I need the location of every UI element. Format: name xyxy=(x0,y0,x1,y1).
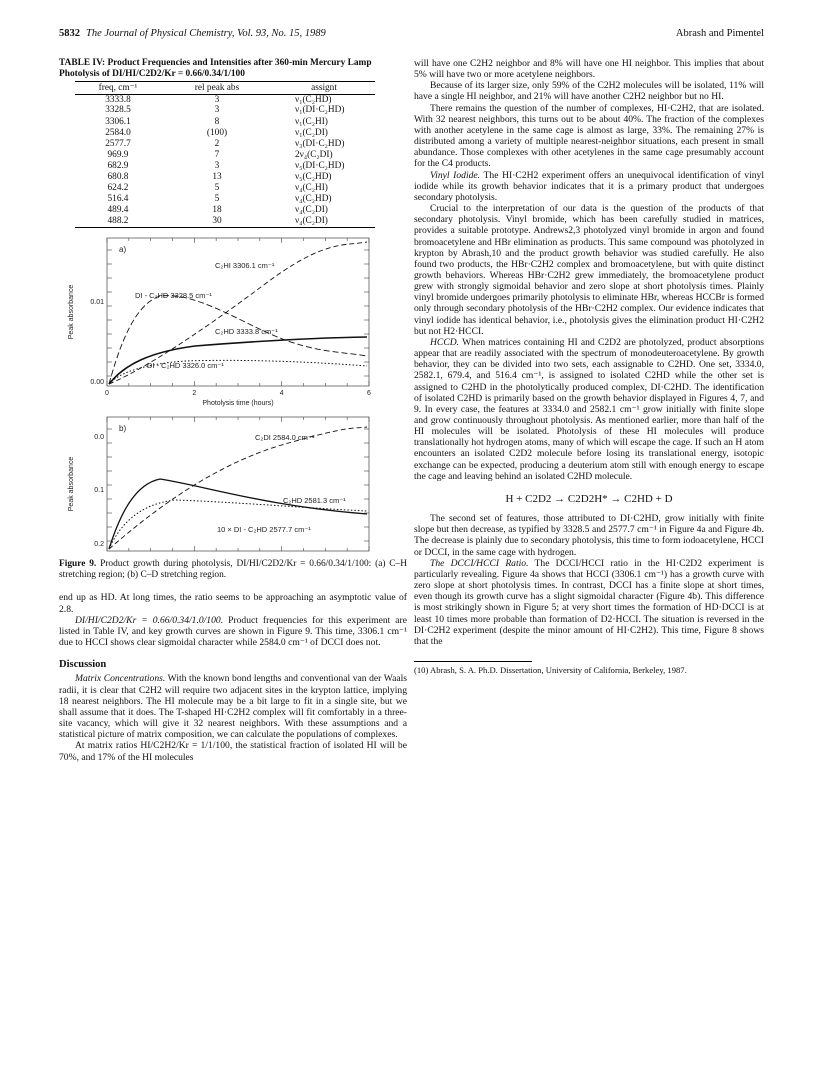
x-tick-label: 2 xyxy=(192,389,197,397)
paragraph: At matrix ratios HI/C2H2/Kr = 1/1/100, the statistical fraction of isolated HI will be 70%, and 17% of the HI molecules xyxy=(59,740,407,763)
table-cell: ν₄(C₂DI) xyxy=(273,216,375,227)
y-tick-label: 0.0 xyxy=(94,433,104,441)
table-cell: 2ν₄(C₂DI) xyxy=(295,149,333,160)
table-cell: 18 xyxy=(212,205,222,216)
table-cell: 2584.0 xyxy=(105,127,131,138)
table-cell: 2 xyxy=(214,138,220,149)
table-row xyxy=(75,194,375,205)
table-row xyxy=(75,161,375,172)
paragraph: DI/HI/C2D2/Kr = 0.66/0.34/1.0/100. Product frequencies for this experiment are listed in Table IV, and key growth curves are shown in Figure 9. This time, 3306.1 cm⁻¹ due to HCCI shows clear sigmoidal character while 2584.0 cm⁻¹ of DCCI does not. xyxy=(59,614,407,649)
table-row xyxy=(75,138,375,149)
running-authors: Abrash and Pimentel xyxy=(675,28,764,39)
series-label: 10 × DI - C₂HD 2577.7 cm⁻¹ xyxy=(217,524,311,534)
paragraph: The second set of features, those attributed to DI·C2HD, grow initially with finite slope but then decrease, as typified by 3328.5 and 2577.7 cm⁻¹ in Figure 4a and Figure 4b. The decrease is plainly due to secondary photolysis, this time to form iodoacetylene, HCCI or DCCI, in the same cage with hydrogen. xyxy=(414,513,764,558)
table-cell: 516.4 xyxy=(107,194,129,205)
x-axis-label: Photolysis time (hours) xyxy=(202,399,274,407)
left-column xyxy=(59,58,407,763)
table-cell: 3 xyxy=(214,160,220,171)
table-cell: ν₁(C₂HD) xyxy=(295,94,332,105)
paragraph: end up as HD. At long times, the ratio seems to be approaching an asymptotic value of 2.8. xyxy=(59,592,407,615)
x-tick-label: 4 xyxy=(279,389,284,397)
paragraph: There remains the question of the number of complexes, HI·C2H2, that are isolated. With 32 nearest neighbors, this turns out to be about 40%. The fraction of the complexes with another acetylene in the same cage is almost as large, 33%. The remaining 27% is distributed among a variety of multiple nearest-neighbor situations, each present in small abundance. Those complexes with other acetylenes in the same cage presumably account for the C4 products. xyxy=(414,102,764,170)
y-axis-label: Peak absorbance xyxy=(68,456,75,511)
panel-label: b) xyxy=(119,423,127,433)
caption-text: Product growth during photolysis, DI/HI/C2D2/Kr = 0.66/0.34/1/100: (a) C–H stretching region; (b) C–D stretching region. xyxy=(59,558,408,580)
paragraph: The DCCI/HCCI Ratio. The DCCI/HCCI ratio in the HI·C2D2 experiment is particularly revealing. Figure 4a shows that HCCI (3306.1 cm⁻¹) has a growth curve with zero slope at short photolysis times. In contrast, DCCI has a finite slope at short times, even though its growth curve has a slight sigmoidal character (Figure 4b). This difference is most strikingly shown in Figure 5; at very short times the formation of HD·DCCI is at least 10 times more probable than formation of D2·HCCI. The situation is reversed in the DI·C2H2 experiment (despite the minor amount of HI·C2H2). This time, Figure 8 shows that the xyxy=(414,557,764,647)
page-number: 5832 xyxy=(59,28,80,39)
col-header: rel peak abs xyxy=(161,82,273,95)
table-cell: 2577.7 xyxy=(105,138,131,149)
panel-label: a) xyxy=(119,244,127,254)
table-cell: 3328.5 xyxy=(105,105,131,116)
table-row xyxy=(75,105,375,116)
table-cell: (100) xyxy=(206,127,228,138)
frequency-table xyxy=(75,81,375,228)
table-cell: ν₃(DI·C₂HD) xyxy=(295,138,345,149)
table-cell: 680.8 xyxy=(107,172,129,182)
paragraph-heading: The DCCI/HCCI Ratio. xyxy=(430,557,529,569)
table-cell: 3306.1 xyxy=(105,116,131,127)
series-line xyxy=(109,295,367,383)
series-label: DI - C₂HD 3328.5 cm⁻¹ xyxy=(135,290,212,300)
table-cell: 3 xyxy=(214,105,220,116)
running-header xyxy=(59,28,764,42)
table-cell: 3 xyxy=(214,94,220,105)
y-tick-label: 0.01 xyxy=(90,298,104,306)
paragraph: Crucial to the interpretation of our data is the question of the products of that secondary photolysis. Vinyl bromide, which has been carefully studied in matrices, provides a suitable prototype. Andrews2,3 photolyzed vinyl bromide in argon and found bromoacetylene and HBr elimination as products. This same compound was photolyzed in krypton by Abrash,10 and the product growth behavior was studied carefully. He also found two products, the HBr·C2H2 complex and bromoacetylene, but with quite distinct growth behaviors. Whereas HBr·C2H2 grew immediately, the bromoacetylene product grew with strongly sigmoidal behavior and zero slope at short photolysis times. Plainly vinyl bromide undergoes primarily photolysis to eliminate HBr, whereas HCCBr is formed only through secondary photolysis of the HBr·C2H2 complex. Our evidence indicates that vinyl iodide has identical behavior, i.e., photolysis gives the elimination product HI·C2H2 but not H2·HCCI. xyxy=(414,203,764,337)
table-cell: 682.9 xyxy=(107,160,129,171)
col-header: assignt xyxy=(273,82,375,95)
table-row xyxy=(75,205,375,216)
series-label: DI - C₂HD 3326.0 cm⁻¹ xyxy=(147,360,224,370)
figure-caption xyxy=(59,559,407,581)
paragraph-heading: Matrix Concentrations. xyxy=(75,673,166,685)
paragraph-heading: Vinyl Iodide. xyxy=(430,169,481,181)
table-cell: ν₁(C₂DI) xyxy=(295,127,328,138)
paragraph: will have one C2H2 neighbor and 8% will have one HI neighbor. This implies that about 5% will have two or more acetylene neighbors. xyxy=(414,58,764,81)
series-label: C₂HD 2581.3 cm⁻¹ xyxy=(283,495,346,505)
table-row xyxy=(75,94,375,105)
y-tick-label: 0.1 xyxy=(94,486,104,494)
paragraph: HCCD. When matrices containing HI and C2D2 are photolyzed, product absorptions appear that are readily associated with the spectrum of monodeuteroacetylene. By growth behavior, they can be divided into two sets, each assignable to C2HD. One set, 3334.0, 2582.1, 679.4, and 516.4 cm⁻¹, is assigned to isolated C2HD while the other set is assigned to C2HD in the photolytically produced complex, DI·C2HD. The identification of isolated C2HD is primarily based on the growth behavior displayed in Figures 4, 7, and 9. In every case, the features at 3334.0 and 2582.1 cm⁻¹ grow initially with finite slope and grow continuously throughout photolysis. As mentioned earlier, more than half of the HI molecules will be isolated. Photolysis of these HI molecules will produce translationally hot hydrogen atoms, many of which will escape the cage. If such an H atom encounters an isolated C2D2 molecule before losing its translational energy, isotopic exchange can be expected, producing a deuterium atom still with enough energy to escape the cage and leaving behind an isolated C2HD molecule. xyxy=(414,336,764,482)
table-cell: 5 xyxy=(214,194,220,205)
paragraph: Vinyl Iodide. The HI·C2H2 experiment offers an unequivocal identification of vinyl iodide while its growth behavior indicates that it is a primary product that undergoes secondary photolysis. xyxy=(414,169,764,203)
table-cell: ν₁(DI·C₂HD) xyxy=(295,105,345,116)
table-title: TABLE IV: Product Frequencies and Intensities after 360-min Mercury Lamp Photolysis of DI/HI/C2D2/Kr = 0.66/0.34/1/100 xyxy=(59,58,372,79)
footnote: (10) Abrash, S. A. Ph.D. Dissertation, University of California, Berkeley, 1987. xyxy=(414,664,687,675)
table-cell: 30 xyxy=(161,216,273,227)
table-cell: 488.2 xyxy=(75,216,161,227)
table-cell: 624.2 xyxy=(107,183,129,194)
col-header: freq, cm⁻¹ xyxy=(75,82,161,95)
figure-9-plots xyxy=(65,234,395,554)
reaction-equation: H + C2D2 → C2D2H* → C2HD + D xyxy=(505,492,673,505)
paragraph-heading: HCCD. xyxy=(430,336,460,348)
paragraph: Matrix Concentrations. With the known bond lengths and conventional van der Waals radii, it is clear that C2H2 will require two adjacent sites in the krypton lattice, implying 18 nearest neighbors. The HI molecule may be a bit large to fit in a single site, but we shall assume that it does. The T-shaped HI·C2H2 complex will fit comfortably in a three-site vacancy, which will give it 32 nearest neighbors. With these assumptions and a statistical picture of matrix composition, we can calculate the populations of complexes. xyxy=(59,673,407,741)
table-row xyxy=(75,172,375,183)
figure-label: Figure 9. xyxy=(59,558,97,569)
table-cell: ν₅(DI·C₂HD) xyxy=(295,160,345,171)
table-row xyxy=(75,183,375,194)
table-cell: ν₄(C₂HI) xyxy=(295,183,328,194)
table-row xyxy=(75,216,375,227)
table-cell: ν₄(C₂DI) xyxy=(295,205,328,216)
x-tick-label: 0 xyxy=(105,389,109,397)
paragraph-heading: DI/HI/C2D2/Kr = 0.66/0.34/1.0/100. xyxy=(75,614,224,626)
y-tick-label: 0.2 xyxy=(94,540,104,548)
table-cell: 8 xyxy=(214,116,220,127)
table-row xyxy=(75,127,375,138)
x-tick-label: 6 xyxy=(367,389,371,397)
table-cell: 489.4 xyxy=(107,205,129,216)
series-line xyxy=(109,479,367,549)
table-row xyxy=(75,150,375,161)
table-cell: 5 xyxy=(214,183,220,194)
table-cell: ν₅(C₂HD) xyxy=(295,172,332,182)
figure-9 xyxy=(65,234,395,557)
series-label: C₂HD 3333.8 cm⁻¹ xyxy=(215,326,278,336)
table-cell: 13 xyxy=(212,172,222,182)
section-heading: Discussion xyxy=(59,659,107,671)
table-cell: ν₄(C₂HD) xyxy=(295,194,332,205)
y-axis-label: Peak absorbance xyxy=(68,284,75,339)
footnote-rule xyxy=(414,661,687,675)
table-row xyxy=(75,116,375,127)
series-label: C₂HI 3306.1 cm⁻¹ xyxy=(215,260,275,270)
table-cell: 7 xyxy=(214,149,220,160)
series-label: C₂DI 2584.0 cm⁻¹ xyxy=(255,432,315,442)
table-cell: 3333.8 xyxy=(105,94,131,105)
paragraph: Because of its larger size, only 59% of the C2H2 molecules will be isolated, 11% will have a single HI neighbor, and 21% will have another C2H2 neighbor but no HI. xyxy=(414,80,764,103)
journal-name: The Journal of Physical Chemistry, Vol. 93, No. 15, 1989 xyxy=(86,28,326,39)
y-tick-label: 0.00 xyxy=(90,378,104,386)
right-column xyxy=(414,58,764,675)
table-cell: 969.9 xyxy=(107,149,129,160)
table-cell: ν₁(C₂HI) xyxy=(295,116,328,127)
